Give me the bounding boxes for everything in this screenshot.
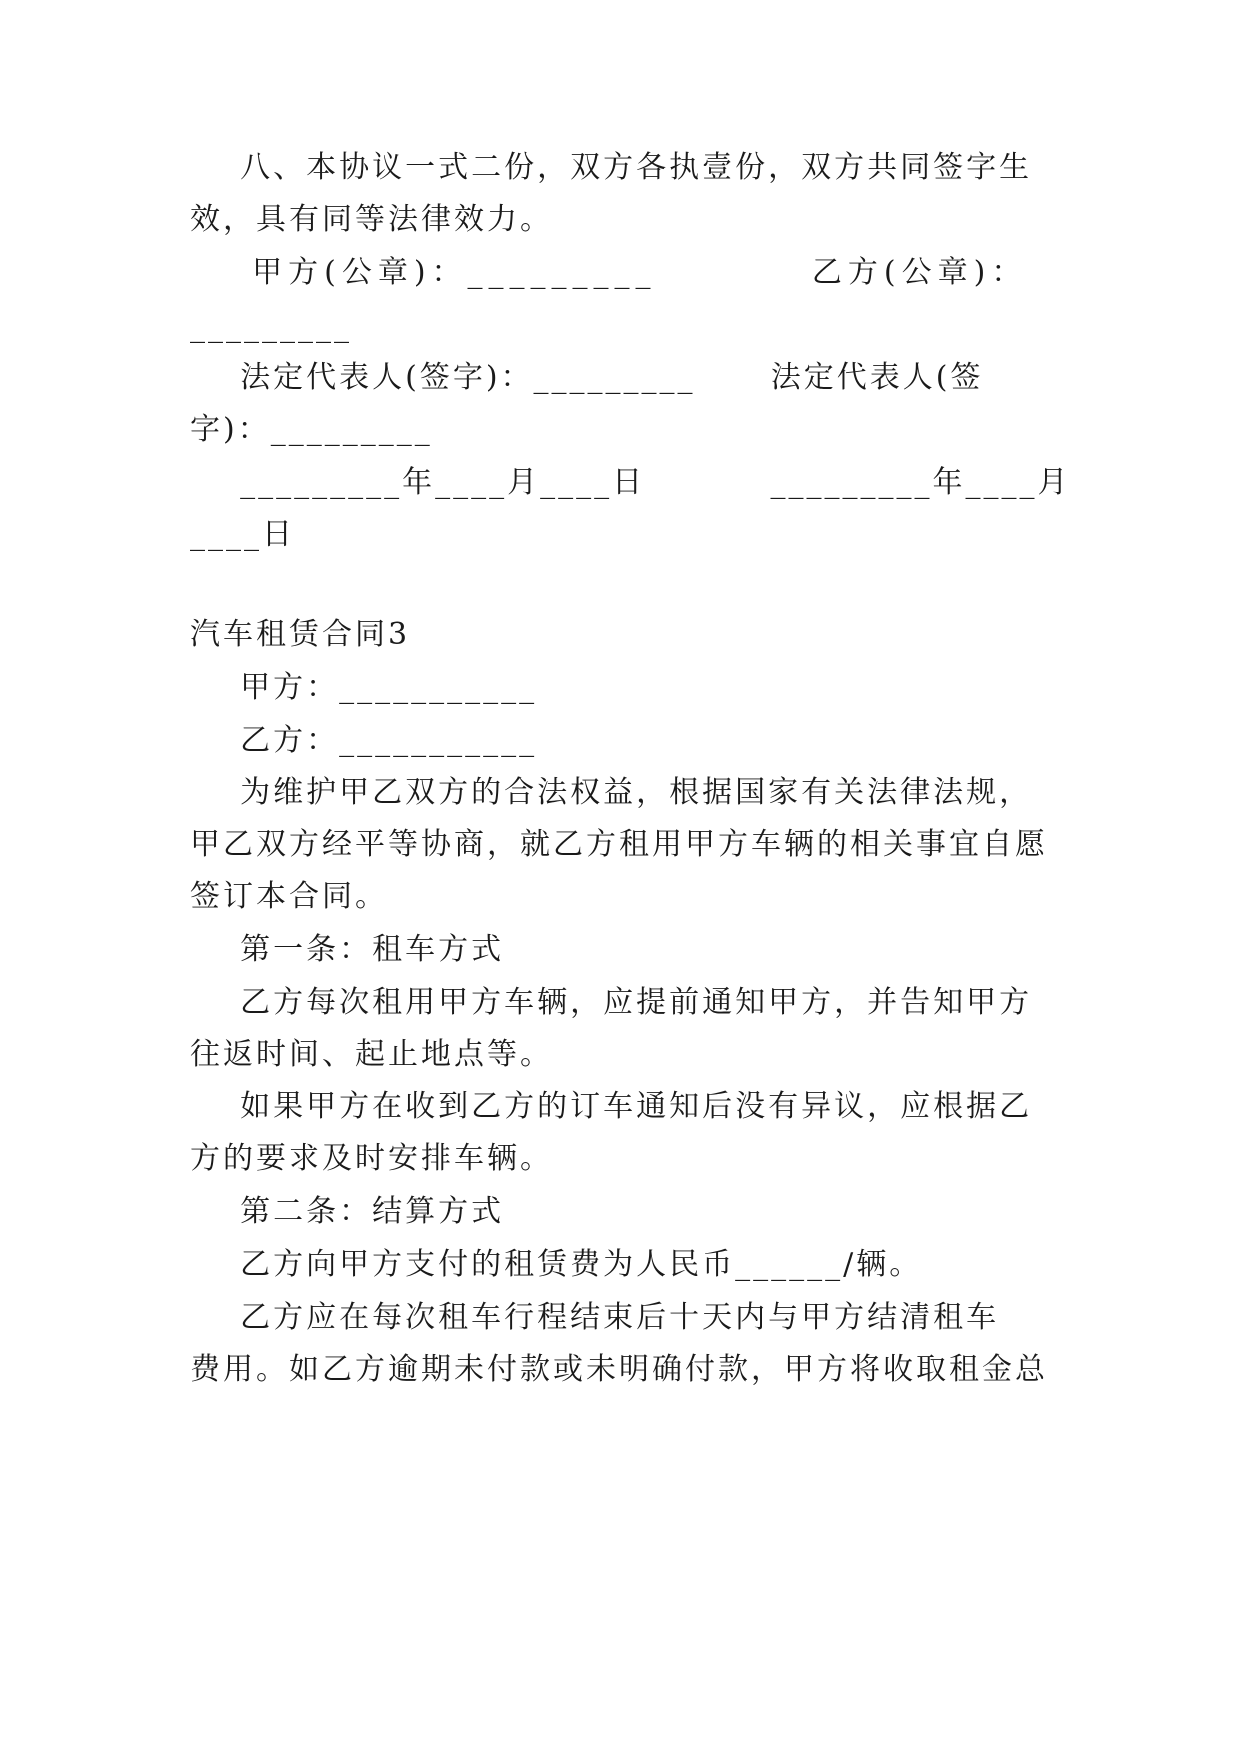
article-2-para-1: 乙方向甲方支付的租赁费为人民币______/辆。 bbox=[190, 1247, 923, 1282]
preamble-line-1: 为维护甲乙双方的合法权益，根据国家有关法律法规， bbox=[190, 775, 1033, 810]
signature-party-line-1: 甲方(公章)：_________ 乙方(公章)： bbox=[190, 255, 1028, 290]
signature-party-line-2: _________ bbox=[190, 309, 352, 344]
party-b-line: 乙方：___________ bbox=[190, 723, 538, 758]
signature-date-line-2: ____日 bbox=[190, 517, 295, 552]
article-2-para-2-line-1: 乙方应在每次租车行程结束后十天内与甲方结清租车 bbox=[190, 1300, 1000, 1335]
signature-rep-line-1: 法定代表人(签字)：_________ 法定代表人(签 bbox=[190, 360, 984, 395]
clause-8-line-2: 效，具有同等法律效力。 bbox=[190, 202, 553, 237]
clause-8-line-1: 八、本协议一式二份，双方各执壹份，双方共同签字生 bbox=[190, 150, 1033, 185]
article-1-para-1-line-1: 乙方每次租用甲方车辆，应提前通知甲方，并告知甲方 bbox=[190, 985, 1033, 1020]
signature-date-line-1: _________年____月____日 _________年____月 bbox=[190, 465, 1071, 500]
party-a-line: 甲方：___________ bbox=[190, 670, 538, 705]
preamble-line-2: 甲乙双方经平等协商，就乙方租用甲方车辆的相关事宜自愿 bbox=[190, 827, 1048, 862]
article-1-title: 第一条：租车方式 bbox=[190, 932, 505, 967]
preamble-line-3: 签订本合同。 bbox=[190, 879, 388, 914]
article-1-para-2-line-2: 方的要求及时安排车辆。 bbox=[190, 1141, 553, 1176]
signature-rep-line-2: 字)：_________ bbox=[190, 412, 433, 447]
article-1-para-2-line-1: 如果甲方在收到乙方的订车通知后没有异议，应根据乙 bbox=[190, 1089, 1033, 1124]
contract-title: 汽车租赁合同3 bbox=[190, 617, 411, 652]
article-2-para-2-line-2: 费用。如乙方逾期未付款或未明确付款，甲方将收取租金总 bbox=[190, 1352, 1048, 1387]
article-2-title: 第二条：结算方式 bbox=[190, 1194, 505, 1229]
article-1-para-1-line-2: 往返时间、起止地点等。 bbox=[190, 1037, 553, 1072]
